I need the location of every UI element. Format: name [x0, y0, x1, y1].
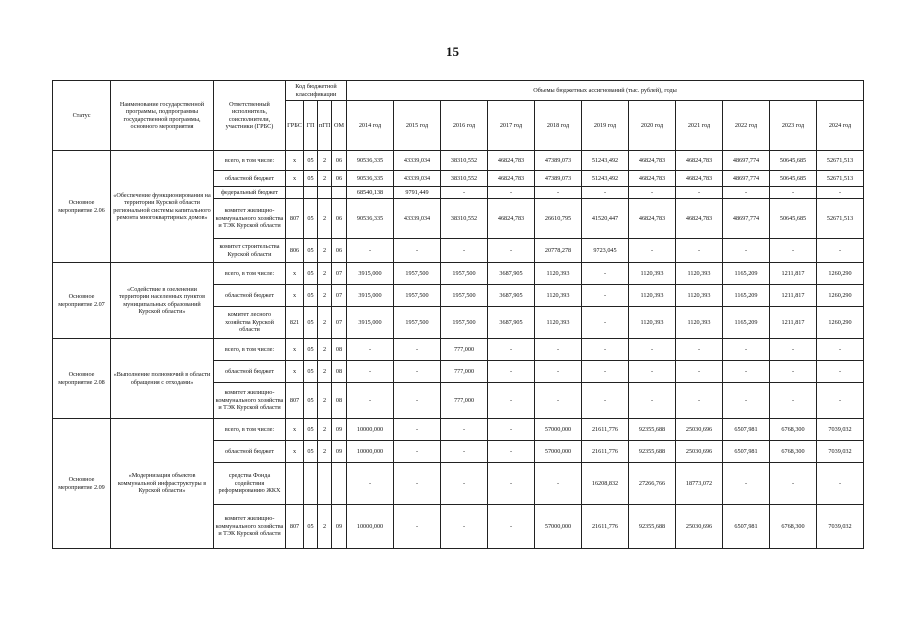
code-cell: 05: [304, 199, 318, 239]
value-cell: 27266,766: [629, 463, 676, 505]
value-cell: -: [441, 239, 488, 263]
value-cell: 6768,300: [770, 419, 817, 441]
value-cell: 46824,783: [676, 171, 723, 187]
value-cell: -: [488, 463, 535, 505]
code-cell: 09: [332, 419, 347, 441]
value-cell: -: [770, 339, 817, 361]
code-cell: 05: [304, 441, 318, 463]
header-budget-code: Код бюджетной классификации: [286, 81, 347, 101]
value-cell: 6507,981: [723, 505, 770, 549]
value-cell: -: [582, 339, 629, 361]
code-cell: 07: [332, 263, 347, 285]
value-cell: 1957,500: [394, 263, 441, 285]
code-cell: 08: [332, 339, 347, 361]
value-cell: 1211,817: [770, 263, 817, 285]
code-cell: 2: [318, 263, 332, 285]
executor-cell: федеральный бюджет: [214, 187, 286, 199]
value-cell: 1260,290: [817, 263, 864, 285]
value-cell: 46824,783: [676, 199, 723, 239]
value-cell: 38310,552: [441, 199, 488, 239]
value-cell: 48697,774: [723, 151, 770, 171]
code-cell: 2: [318, 441, 332, 463]
value-cell: -: [723, 339, 770, 361]
code-cell: [318, 463, 332, 505]
value-cell: 90536,335: [347, 199, 394, 239]
value-cell: 1165,209: [723, 307, 770, 339]
value-cell: 3687,905: [488, 285, 535, 307]
code-cell: [286, 463, 304, 505]
header-year: 2019 год: [582, 101, 629, 151]
code-cell: 05: [304, 239, 318, 263]
value-cell: 10000,000: [347, 441, 394, 463]
value-cell: -: [582, 285, 629, 307]
code-cell: 05: [304, 339, 318, 361]
value-cell: -: [629, 361, 676, 383]
value-cell: -: [770, 239, 817, 263]
value-cell: -: [488, 383, 535, 419]
value-cell: -: [817, 339, 864, 361]
value-cell: 46824,783: [488, 199, 535, 239]
value-cell: 25030,696: [676, 505, 723, 549]
value-cell: -: [441, 463, 488, 505]
value-cell: -: [582, 263, 629, 285]
code-cell: х: [286, 151, 304, 171]
value-cell: -: [817, 361, 864, 383]
value-cell: 1957,500: [441, 307, 488, 339]
code-cell: [332, 463, 347, 505]
value-cell: -: [817, 187, 864, 199]
value-cell: 6507,981: [723, 441, 770, 463]
value-cell: -: [582, 383, 629, 419]
value-cell: -: [629, 239, 676, 263]
value-cell: 46824,783: [488, 171, 535, 187]
code-cell: 05: [304, 419, 318, 441]
value-cell: -: [441, 187, 488, 199]
code-cell: х: [286, 419, 304, 441]
value-cell: 1165,209: [723, 263, 770, 285]
value-cell: 48697,774: [723, 199, 770, 239]
value-cell: 46824,783: [488, 151, 535, 171]
code-cell: 2: [318, 171, 332, 187]
value-cell: -: [488, 361, 535, 383]
value-cell: 1120,393: [629, 263, 676, 285]
header-name: Наименование государственной программы, подпрограммы государственной программы, основного мероприятия: [111, 81, 214, 151]
value-cell: 16208,832: [582, 463, 629, 505]
header-code-col: ГП: [304, 101, 318, 151]
value-cell: 51243,492: [582, 171, 629, 187]
executor-cell: комитет лесного хозяйства Курской области: [214, 307, 286, 339]
value-cell: -: [441, 419, 488, 441]
value-cell: 47389,073: [535, 171, 582, 187]
value-cell: 10000,000: [347, 419, 394, 441]
code-cell: 05: [304, 307, 318, 339]
value-cell: 25030,696: [676, 441, 723, 463]
value-cell: -: [394, 383, 441, 419]
code-cell: 05: [304, 285, 318, 307]
code-cell: 08: [332, 361, 347, 383]
value-cell: 50645,685: [770, 151, 817, 171]
value-cell: -: [582, 187, 629, 199]
value-cell: 1165,209: [723, 285, 770, 307]
value-cell: -: [488, 239, 535, 263]
executor-cell: областной бюджет: [214, 285, 286, 307]
value-cell: -: [394, 361, 441, 383]
value-cell: -: [676, 361, 723, 383]
value-cell: 777,000: [441, 339, 488, 361]
value-cell: -: [394, 505, 441, 549]
header-year: 2021 год: [676, 101, 723, 151]
measure-name-cell: «Содействие в озеленении территории населенных пунктов муниципальных образований Курской области»: [111, 263, 214, 339]
value-cell: 3915,000: [347, 285, 394, 307]
executor-cell: комитет жилищно-коммунального хозяйства и ТЭК Курской области: [214, 199, 286, 239]
code-cell: 2: [318, 339, 332, 361]
value-cell: -: [535, 187, 582, 199]
measure-name-cell: «Выполнение полномочий в области обращения с отходами»: [111, 339, 214, 419]
value-cell: -: [770, 187, 817, 199]
value-cell: 1120,393: [535, 285, 582, 307]
value-cell: -: [817, 463, 864, 505]
value-cell: 9723,045: [582, 239, 629, 263]
page-number: 15: [446, 44, 459, 59]
value-cell: 6507,981: [723, 419, 770, 441]
code-cell: 2: [318, 419, 332, 441]
code-cell: 07: [332, 307, 347, 339]
value-cell: 1120,393: [676, 285, 723, 307]
value-cell: -: [770, 463, 817, 505]
code-cell: 05: [304, 151, 318, 171]
executor-cell: всего, в том числе:: [214, 419, 286, 441]
value-cell: 47389,073: [535, 151, 582, 171]
value-cell: 1957,500: [441, 263, 488, 285]
value-cell: -: [723, 463, 770, 505]
code-cell: 05: [304, 383, 318, 419]
code-cell: [304, 463, 318, 505]
value-cell: -: [770, 361, 817, 383]
value-cell: -: [535, 361, 582, 383]
header-year: 2016 год: [441, 101, 488, 151]
value-cell: 1120,393: [629, 307, 676, 339]
value-cell: -: [723, 361, 770, 383]
header-year: 2018 год: [535, 101, 582, 151]
table-row: [53, 151, 864, 171]
value-cell: -: [394, 441, 441, 463]
value-cell: -: [770, 383, 817, 419]
executor-cell: комитет строительства Курской области: [214, 239, 286, 263]
value-cell: 68540,138: [347, 187, 394, 199]
value-cell: 21611,776: [582, 505, 629, 549]
code-cell: 06: [332, 171, 347, 187]
executor-cell: всего, в том числе:: [214, 151, 286, 171]
code-cell: х: [286, 263, 304, 285]
value-cell: -: [441, 441, 488, 463]
value-cell: 6768,300: [770, 441, 817, 463]
value-cell: 7039,032: [817, 441, 864, 463]
value-cell: -: [676, 383, 723, 419]
header-year: 2017 год: [488, 101, 535, 151]
value-cell: -: [629, 339, 676, 361]
value-cell: -: [394, 339, 441, 361]
table-row: [53, 263, 864, 285]
value-cell: 21611,776: [582, 419, 629, 441]
value-cell: 50645,685: [770, 171, 817, 187]
code-cell: [286, 187, 304, 199]
executor-cell: областной бюджет: [214, 171, 286, 187]
code-cell: х: [286, 285, 304, 307]
value-cell: 43339,034: [394, 199, 441, 239]
code-cell: х: [286, 171, 304, 187]
value-cell: 38310,552: [441, 171, 488, 187]
value-cell: -: [629, 187, 676, 199]
header-year: 2014 год: [347, 101, 394, 151]
value-cell: -: [347, 239, 394, 263]
executor-cell: комитет жилищно-коммунального хозяйства и ТЭК Курской области: [214, 383, 286, 419]
value-cell: 777,000: [441, 383, 488, 419]
value-cell: 43339,034: [394, 171, 441, 187]
value-cell: -: [394, 463, 441, 505]
budget-allocation-table: [52, 80, 864, 549]
value-cell: 90536,335: [347, 171, 394, 187]
value-cell: 26610,795: [535, 199, 582, 239]
code-cell: 05: [304, 171, 318, 187]
value-cell: -: [535, 383, 582, 419]
value-cell: 52671,513: [817, 171, 864, 187]
value-cell: -: [817, 239, 864, 263]
value-cell: 3915,000: [347, 307, 394, 339]
status-cell: Основное мероприятие 2.07: [53, 263, 111, 339]
value-cell: -: [723, 383, 770, 419]
header-executor: Ответственный исполнитель, соисполнители, участники (ГРБС): [214, 81, 286, 151]
value-cell: -: [347, 339, 394, 361]
code-cell: 806: [286, 239, 304, 263]
value-cell: 1120,393: [676, 307, 723, 339]
value-cell: 1120,393: [535, 307, 582, 339]
value-cell: -: [394, 419, 441, 441]
header-year: 2022 год: [723, 101, 770, 151]
table-row: [53, 339, 864, 361]
value-cell: 51243,492: [582, 151, 629, 171]
code-cell: 2: [318, 307, 332, 339]
code-cell: 807: [286, 199, 304, 239]
value-cell: 48697,774: [723, 171, 770, 187]
value-cell: 3687,905: [488, 263, 535, 285]
value-cell: -: [723, 239, 770, 263]
value-cell: 46824,783: [629, 171, 676, 187]
code-cell: 807: [286, 383, 304, 419]
status-cell: Основное мероприятие 2.08: [53, 339, 111, 419]
code-cell: 09: [332, 441, 347, 463]
value-cell: 50645,685: [770, 199, 817, 239]
value-cell: -: [488, 187, 535, 199]
value-cell: 1957,500: [394, 307, 441, 339]
executor-cell: средства Фонда содействия реформированию ЖКХ: [214, 463, 286, 505]
value-cell: 92355,688: [629, 505, 676, 549]
executor-cell: всего, в том числе:: [214, 263, 286, 285]
value-cell: -: [488, 419, 535, 441]
value-cell: -: [441, 505, 488, 549]
value-cell: 1120,393: [629, 285, 676, 307]
code-cell: 2: [318, 239, 332, 263]
value-cell: -: [582, 307, 629, 339]
code-cell: 2: [318, 199, 332, 239]
value-cell: 6768,300: [770, 505, 817, 549]
header-code-col: ГРБС: [286, 101, 304, 151]
value-cell: 18773,072: [676, 463, 723, 505]
value-cell: 1211,817: [770, 307, 817, 339]
code-cell: [332, 187, 347, 199]
status-cell: Основное мероприятие 2.06: [53, 151, 111, 263]
code-cell: х: [286, 441, 304, 463]
header-volumes: Объемы бюджетных ассигнований (тыс. рублей), годы: [347, 81, 864, 101]
code-cell: 2: [318, 383, 332, 419]
value-cell: 57000,000: [535, 505, 582, 549]
value-cell: 1957,500: [441, 285, 488, 307]
code-cell: 2: [318, 361, 332, 383]
value-cell: 21611,776: [582, 441, 629, 463]
value-cell: 1260,290: [817, 285, 864, 307]
value-cell: -: [394, 239, 441, 263]
code-cell: 05: [304, 361, 318, 383]
code-cell: 07: [332, 285, 347, 307]
code-cell: 06: [332, 199, 347, 239]
code-cell: х: [286, 339, 304, 361]
header-code-col: ОМ: [332, 101, 347, 151]
value-cell: 43339,034: [394, 151, 441, 171]
measure-name-cell: «Обеспечение функционирования на территории Курской области региональной системы капитального ремонта многоквартирных домов»: [111, 151, 214, 263]
code-cell: 2: [318, 285, 332, 307]
value-cell: 92355,688: [629, 419, 676, 441]
value-cell: -: [535, 463, 582, 505]
value-cell: 20778,278: [535, 239, 582, 263]
code-cell: х: [286, 361, 304, 383]
value-cell: 777,000: [441, 361, 488, 383]
value-cell: -: [347, 383, 394, 419]
value-cell: 90536,335: [347, 151, 394, 171]
executor-cell: областной бюджет: [214, 361, 286, 383]
value-cell: 9791,449: [394, 187, 441, 199]
value-cell: 52671,513: [817, 151, 864, 171]
value-cell: -: [676, 239, 723, 263]
code-cell: 2: [318, 505, 332, 549]
header-year: 2024 год: [817, 101, 864, 151]
value-cell: 52671,513: [817, 199, 864, 239]
code-cell: [318, 187, 332, 199]
value-cell: -: [488, 339, 535, 361]
value-cell: 7039,032: [817, 505, 864, 549]
value-cell: 1260,290: [817, 307, 864, 339]
header-code-col: пГП: [318, 101, 332, 151]
executor-cell: комитет жилищно-коммунального хозяйства и ТЭК Курской области: [214, 505, 286, 549]
executor-cell: всего, в том числе:: [214, 339, 286, 361]
code-cell: 06: [332, 151, 347, 171]
value-cell: 92355,688: [629, 441, 676, 463]
value-cell: -: [347, 463, 394, 505]
table-row: [53, 419, 864, 441]
value-cell: -: [488, 505, 535, 549]
code-cell: 05: [304, 263, 318, 285]
code-cell: 09: [332, 505, 347, 549]
value-cell: 25030,696: [676, 419, 723, 441]
value-cell: -: [817, 383, 864, 419]
value-cell: 57000,000: [535, 441, 582, 463]
code-cell: 2: [318, 151, 332, 171]
value-cell: -: [582, 361, 629, 383]
value-cell: 1211,817: [770, 285, 817, 307]
value-cell: 38310,552: [441, 151, 488, 171]
value-cell: 1120,393: [676, 263, 723, 285]
status-cell: Основное мероприятие 2.09: [53, 419, 111, 549]
value-cell: -: [723, 187, 770, 199]
value-cell: 1957,500: [394, 285, 441, 307]
value-cell: 3915,000: [347, 263, 394, 285]
value-cell: 7039,032: [817, 419, 864, 441]
value-cell: 46824,783: [629, 151, 676, 171]
code-cell: [304, 187, 318, 199]
value-cell: -: [535, 339, 582, 361]
code-cell: 05: [304, 505, 318, 549]
value-cell: 3687,905: [488, 307, 535, 339]
value-cell: 41520,447: [582, 199, 629, 239]
executor-cell: областной бюджет: [214, 441, 286, 463]
value-cell: 46824,783: [676, 151, 723, 171]
header-year: 2020 год: [629, 101, 676, 151]
value-cell: 10000,000: [347, 505, 394, 549]
value-cell: -: [488, 441, 535, 463]
value-cell: 57000,000: [535, 419, 582, 441]
code-cell: 06: [332, 239, 347, 263]
value-cell: -: [676, 339, 723, 361]
code-cell: 08: [332, 383, 347, 419]
code-cell: 807: [286, 505, 304, 549]
value-cell: 46824,783: [629, 199, 676, 239]
value-cell: -: [676, 187, 723, 199]
header-year: 2015 год: [394, 101, 441, 151]
header-year: 2023 год: [770, 101, 817, 151]
measure-name-cell: «Модернизация объектов коммунальной инфраструктуры в Курской области»: [111, 419, 214, 549]
value-cell: 1120,393: [535, 263, 582, 285]
value-cell: -: [347, 361, 394, 383]
value-cell: -: [629, 383, 676, 419]
code-cell: 821: [286, 307, 304, 339]
header-status: Статус: [53, 81, 111, 151]
